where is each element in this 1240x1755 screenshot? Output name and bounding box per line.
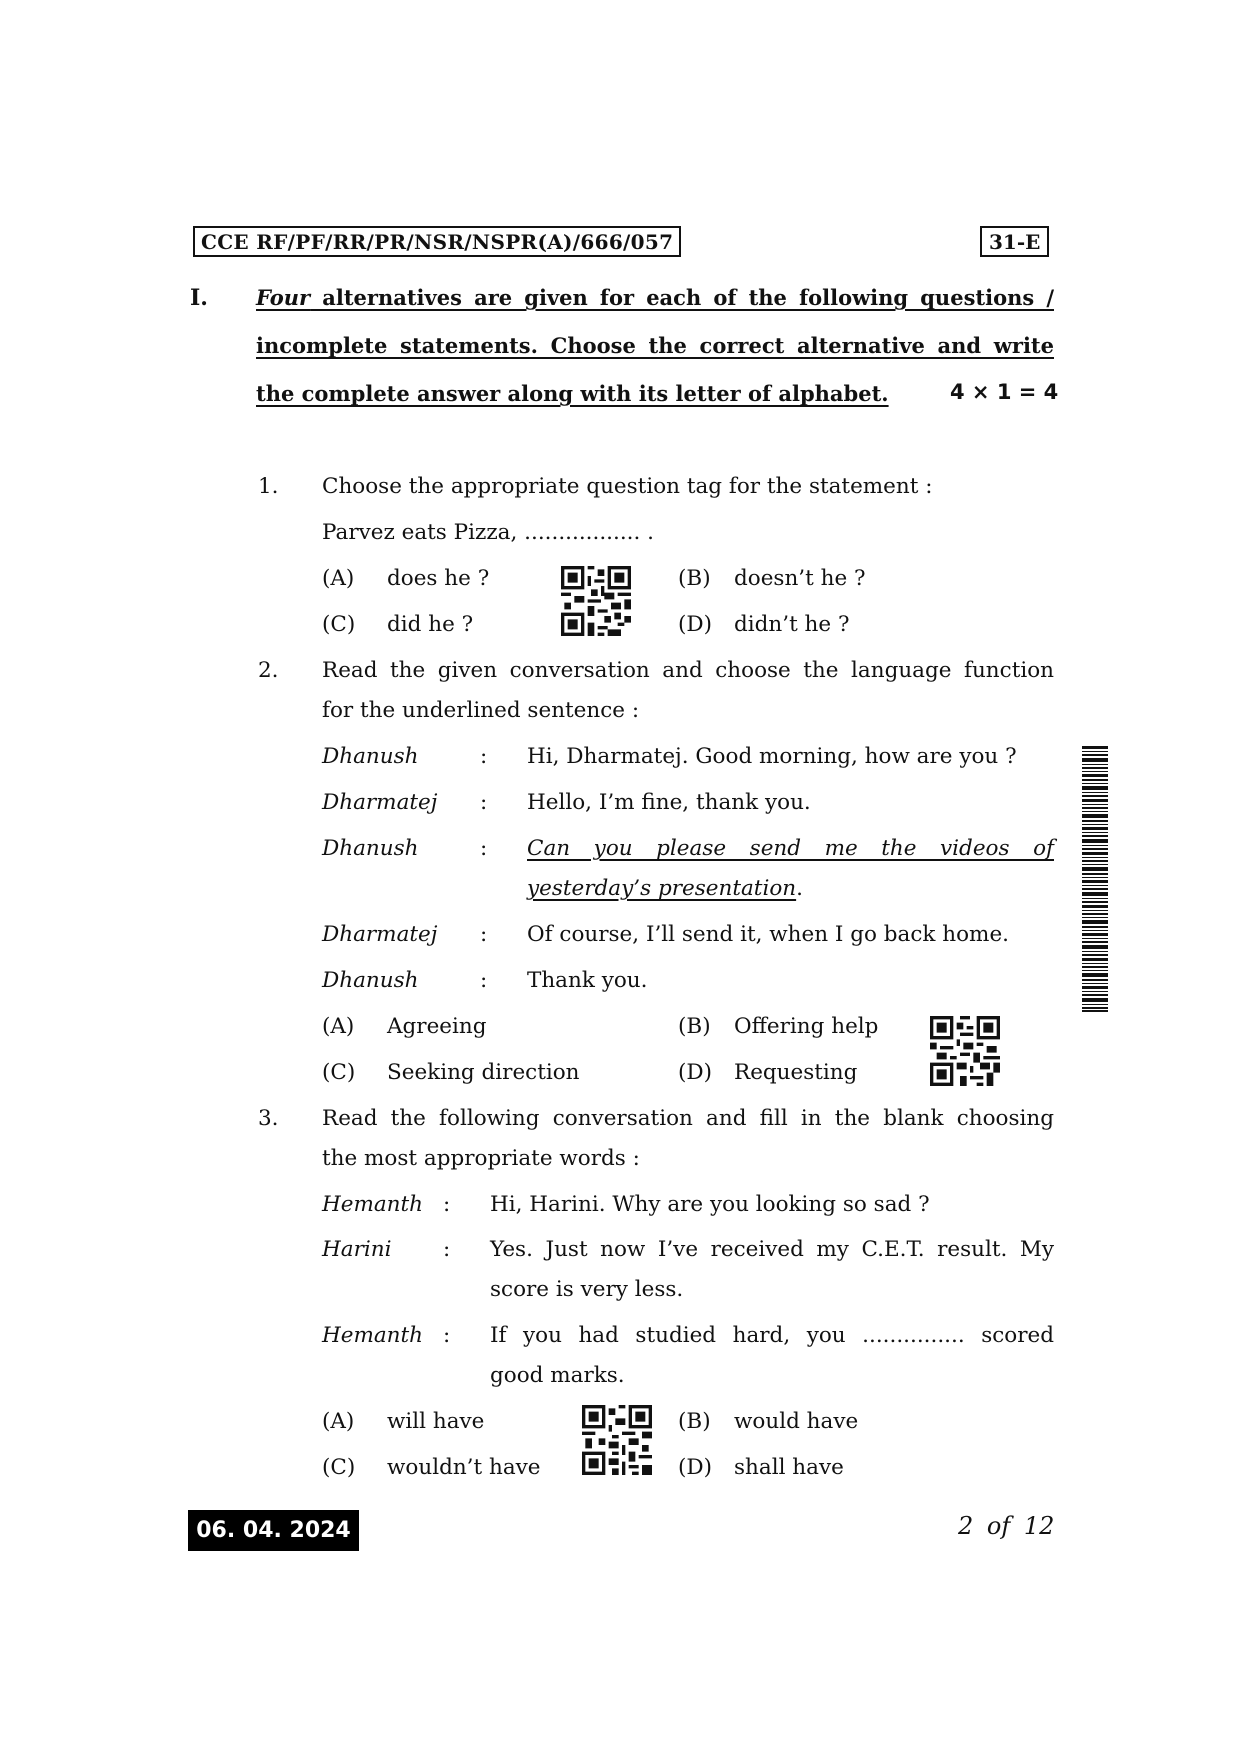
q1-option-b-letter: (B) <box>678 566 711 591</box>
q1-option-c-letter: (C) <box>322 612 356 637</box>
q2-speaker-4: Dharmatej <box>322 922 438 947</box>
section-number: I. <box>190 285 208 311</box>
instruction-line-2: incomplete statements. Choose the correct alternative and write <box>256 333 1054 358</box>
q1-option-d-text: didn’t he ? <box>734 612 850 637</box>
instruction-italic-word: Four <box>256 285 311 310</box>
q3-colon-2: : <box>443 1237 451 1262</box>
q2-colon-3: : <box>480 836 488 861</box>
q2-option-d-letter: (D) <box>678 1060 713 1085</box>
q3-line-1: Hi, Harini. Why are you looking so sad ? <box>490 1192 930 1217</box>
qr-code-icon <box>930 1016 1000 1086</box>
q2-speaker-1: Dhanush <box>322 744 419 769</box>
q3-option-a-text: will have <box>387 1409 485 1434</box>
q3-speaker-3: Hemanth <box>322 1323 424 1348</box>
qr-code-icon <box>561 566 631 636</box>
q2-option-c-text: Seeking direction <box>387 1060 580 1085</box>
q3-speaker-2: Harini <box>322 1237 392 1262</box>
q3-colon-1: : <box>443 1192 451 1217</box>
q2-colon-5: : <box>480 968 488 993</box>
q1-statement: Parvez eats Pizza, ................. . <box>322 520 655 545</box>
q3-option-d-letter: (D) <box>678 1455 713 1480</box>
section-marks: 4 × 1 = 4 <box>950 380 1059 404</box>
q1-option-a-text: does he ? <box>387 566 490 591</box>
q2-underlined-sentence-line-2-wrap <box>527 875 803 903</box>
q3-option-b-text: would have <box>734 1409 859 1434</box>
q2-colon-4: : <box>480 922 488 947</box>
q3-option-c-text: wouldn’t have <box>387 1455 541 1480</box>
q2-stem-line-2: for the underlined sentence : <box>322 698 640 723</box>
q2-option-c-letter: (C) <box>322 1060 356 1085</box>
q2-option-b-text: Offering help <box>734 1014 879 1039</box>
barcode-icon <box>1082 746 1108 1012</box>
q2-colon-1: : <box>480 744 488 769</box>
q3-line-2-cont: score is very less. <box>490 1277 684 1302</box>
q1-option-d-letter: (D) <box>678 612 713 637</box>
q2-underlined-sentence-line-2: yesterday’s presentation <box>527 876 797 901</box>
q1-option-c-text: did he ? <box>387 612 474 637</box>
q1-stem: Choose the appropriate question tag for the statement : <box>322 474 933 499</box>
exam-date: 06. 04. 2024 <box>188 1510 359 1551</box>
instruction-line-1 <box>256 285 1054 310</box>
q2-option-a-letter: (A) <box>322 1014 355 1039</box>
q2-line-1: Hi, Dharmatej. Good morning, how are you ? <box>527 744 1017 769</box>
q3-speaker-1: Hemanth <box>322 1192 424 1217</box>
q2-number: 2. <box>258 658 279 683</box>
q2-underlined-sentence-line-1: Can you please send me the videos of <box>527 836 1054 861</box>
q1-option-a-letter: (A) <box>322 566 355 591</box>
q3-stem-line-1: Read the following conversation and fill in the blank choosing <box>322 1106 1054 1131</box>
q3-line-3-cont: good marks. <box>490 1363 625 1388</box>
q2-option-b-letter: (B) <box>678 1014 711 1039</box>
q3-option-c-letter: (C) <box>322 1455 356 1480</box>
q2-line-4: Of course, I’ll send it, when I go back home. <box>527 922 1009 947</box>
q2-speaker-3: Dhanush <box>322 836 419 861</box>
q2-stem-line-1: Read the given conversation and choose the language function <box>322 658 1054 683</box>
q1-number: 1. <box>258 474 279 499</box>
q3-number: 3. <box>258 1106 279 1131</box>
q3-line-2: Yes. Just now I’ve received my C.E.T. result. My <box>490 1237 1054 1262</box>
q3-option-b-letter: (B) <box>678 1409 711 1434</box>
qr-code-icon <box>582 1405 652 1475</box>
q3-option-a-letter: (A) <box>322 1409 355 1434</box>
q2-option-d-text: Requesting <box>734 1060 858 1085</box>
q3-line-3: If you had studied hard, you ............... scored <box>490 1323 1054 1348</box>
instruction-line-3: the complete answer along with its letter of alphabet. <box>256 381 889 406</box>
q2-colon-2: : <box>480 790 488 815</box>
q2-option-a-text: Agreeing <box>387 1014 487 1039</box>
q2-sentence-end: . <box>796 876 803 901</box>
q1-option-b-text: doesn’t he ? <box>734 566 866 591</box>
q2-line-2: Hello, I’m fine, thank you. <box>527 790 811 815</box>
q2-speaker-5: Dhanush <box>322 968 419 993</box>
q3-stem-line-2: the most appropriate words : <box>322 1146 640 1171</box>
q3-colon-3: : <box>443 1323 451 1348</box>
paper-code: 31-E <box>980 226 1049 257</box>
q3-option-d-text: shall have <box>734 1455 844 1480</box>
page-number: 2 of 12 <box>958 1512 1055 1540</box>
exam-code: CCE RF/PF/RR/PR/NSR/NSPR(A)/666/057 <box>193 226 681 257</box>
q2-line-5: Thank you. <box>527 968 648 993</box>
q2-speaker-2: Dharmatej <box>322 790 438 815</box>
instruction-line-1-rest: alternatives are given for each of the following questions / <box>310 285 1054 310</box>
